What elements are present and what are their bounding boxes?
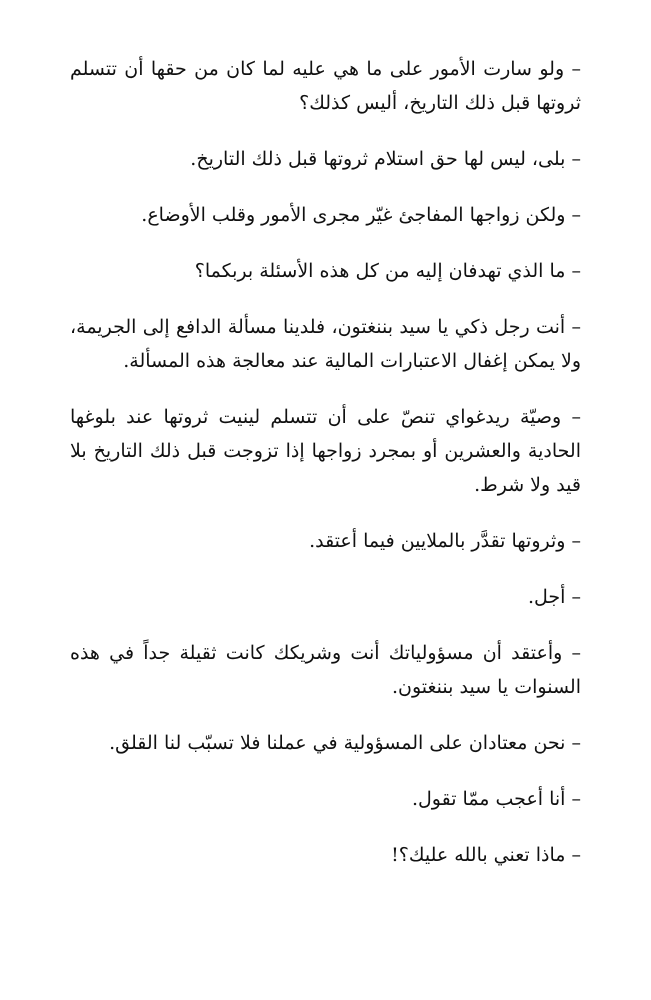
dialogue-paragraph: – أنا أعجب ممّا تقول. (411, 788, 581, 810)
dialogue-paragraph: – أنت رجل ذكي يا سيد بننغتون، فلدينا مسألة الدافع إلى الجريمة، ولا يمكن إغفال الاعتبارات المالية عند معالجة هذه المسألة. (70, 316, 581, 372)
dialogue-paragraph: – وأعتقد أن مسؤولياتك أنت وشريكك كانت ثقيلة جداً في هذه السنوات يا سيد بننغتون. (70, 642, 581, 698)
dialogue-paragraph: – ولكن زواجها المفاجئ غيّر مجرى الأمور وقلب الأوضاع. (141, 204, 581, 226)
dialogue-paragraph: – نحن معتادان على المسؤولية في عملنا فلا تسبّب لنا القلق. (109, 732, 581, 754)
dialogue-paragraph: – أجل. (528, 586, 581, 608)
dialogue-paragraph: – بلى، ليس لها حق استلام ثروتها قبل ذلك التاريخ. (190, 148, 581, 170)
dialogue-paragraph: – ولو سارت الأمور على ما هي عليه لما كان من حقها أن تتسلم ثروتها قبل ذلك التاريخ، أليس كذلك؟ (70, 58, 581, 114)
dialogue-paragraph: – وثروتها تقدَّر بالملايين فيما أعتقد. (309, 530, 581, 552)
dialogue-paragraph: – ماذا تعني بالله عليك؟! (391, 844, 581, 866)
book-page (70, 52, 581, 1000)
dialogue-paragraph: – ما الذي تهدفان إليه من كل هذه الأسئلة بربكما؟ (194, 260, 581, 282)
dialogue-paragraph: – وصيّة ريدغواي تنصّ على أن تتسلم لينيت ثروتها عند بلوغها الحادية والعشرين أو بمجرد زواجها إذا تزوجت قبل ذلك التاريخ بلا قيد ولا شرط. (70, 406, 581, 496)
